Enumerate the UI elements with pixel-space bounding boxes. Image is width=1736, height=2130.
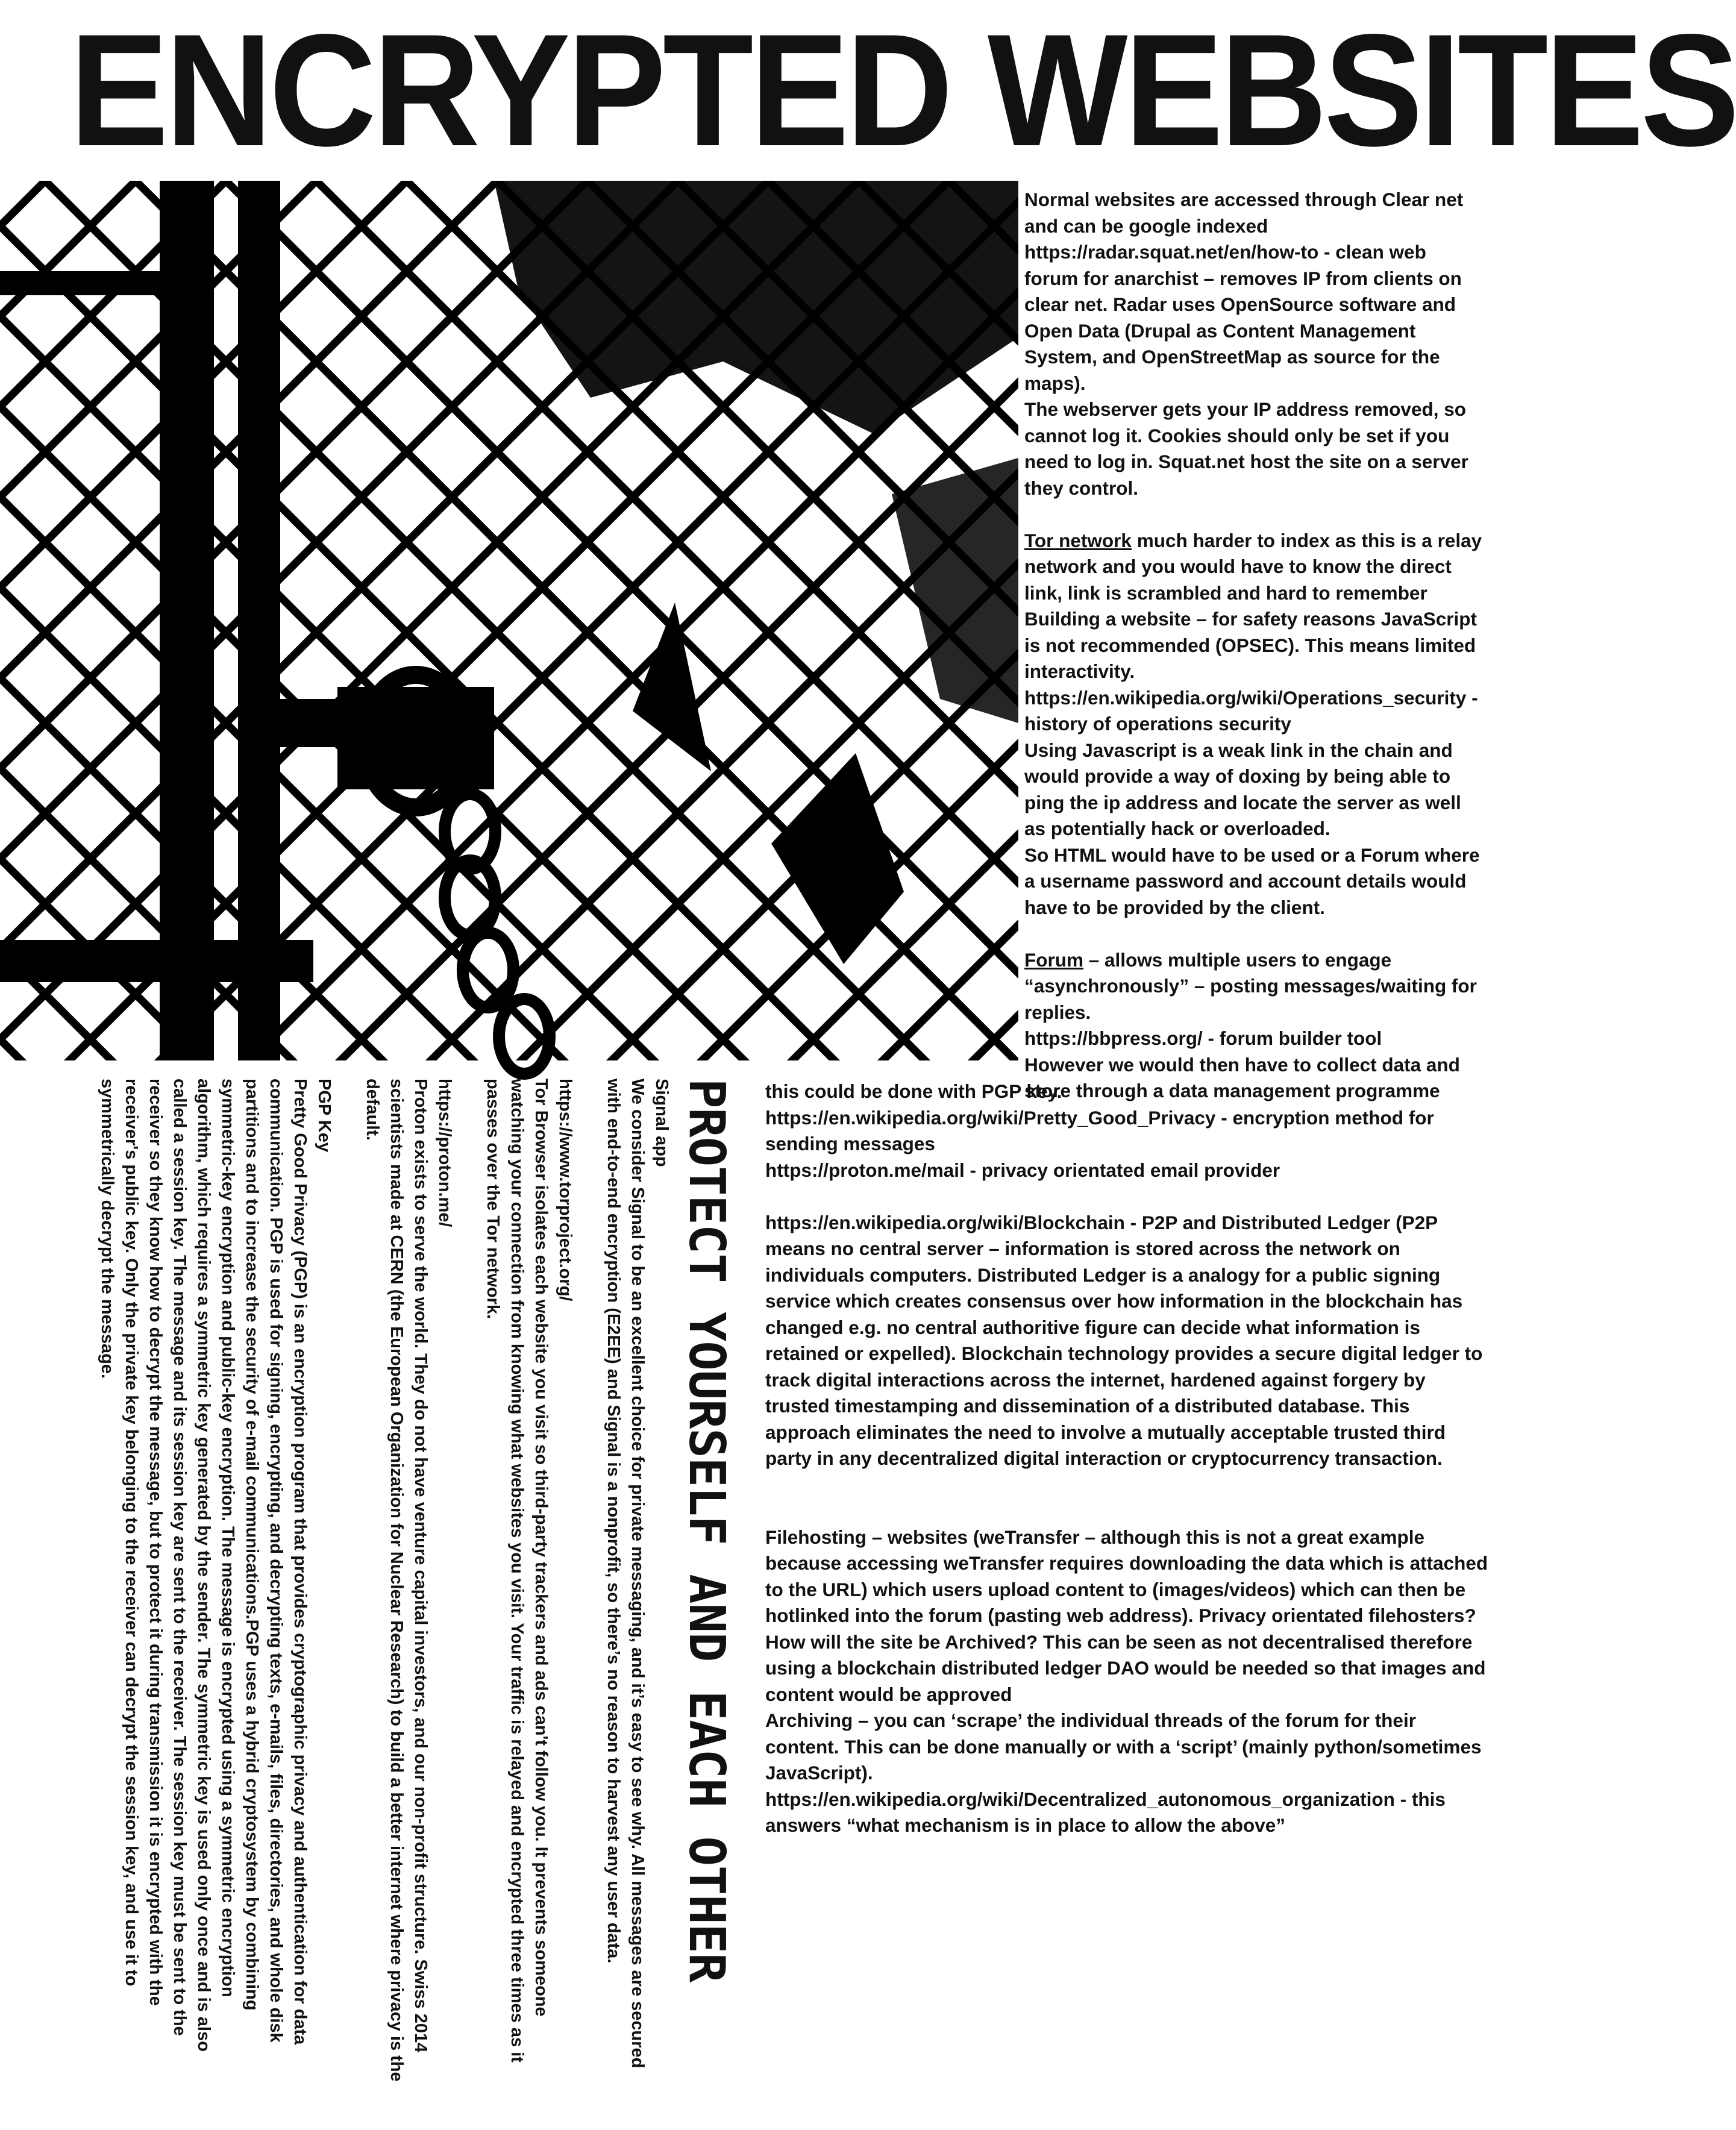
dao-link: https://en.wikipedia.org/wiki/Decentralized_autonomous_organization - this answers “what mechanism is in place to allow the above” xyxy=(765,1788,1446,1836)
rotated-text-area xyxy=(0,1060,759,2130)
bottom-text-column xyxy=(765,1079,1488,1839)
right-text-column xyxy=(1024,187,1482,1104)
signal-paragraph: We consider Signal to be an excellent choice for private messaging, and it’s easy to see why. All messages are secured with end-to-end encryption (E2EE) and Signal is a nonprofit, so there’s no reason to harvest any user data. xyxy=(604,1079,647,2069)
filehosting-paragraph: Filehosting – websites (weTransfer – although this is not a great example because accessing weTransfer requires downloading the data which is attached to the URL) which users upload content to (images/videos) which can then be hotlinked into the forum (pasting web address). Privacy orientated filehosters? How will the site be Archived? This can be seen as not decentralised therefore using a blockchain distributed ledger DAO would be needed so that images and content would be approved xyxy=(765,1526,1488,1705)
webserver-paragraph: The webserver gets your IP address removed, so cannot log it. Cookies should only be set if you need to log in. Squat.net host the site on a server they control. xyxy=(1024,398,1468,499)
archiving-paragraph: Archiving – you can ‘scrape’ the individual threads of the forum for their content. This can be done manually or with a ‘script’ (mainly python/sometimes JavaScript). xyxy=(765,1709,1482,1784)
forum-heading: Forum xyxy=(1024,948,1083,971)
chain-link-fence-photo xyxy=(0,181,1018,1060)
tor-browser-paragraph: Tor Browser isolates each website you visit so third-party trackers and ads can't follow you. It prevents someone watching your connection from knowing what websites you visit. Your traffic is relayed and encrypted three times as it passes over the Tor network. xyxy=(483,1079,551,2063)
pgp-link: https://en.wikipedia.org/wiki/Pretty_Good_Privacy - encryption method for sending messages xyxy=(765,1106,1434,1154)
tor-heading: Tor network xyxy=(1024,529,1132,551)
proton-paragraph: Proton exists to serve the world. They do not have venture capital investors, and our non-profit structure. Swiss 2014 scientists made at CERN (the European Organization for Nuclear Research) to build a better internet where privacy is the default. xyxy=(363,1079,430,2082)
radar-paragraph: https://radar.squat.net/en/how-to - clean web forum for anarchist – removes IP from clients on clear net. Radar uses OpenSource software and Open Data (Drupal as Content Management System, and OpenStreetMap as source for the maps). xyxy=(1024,241,1462,394)
pgp-continue: this could be done with PGP key. xyxy=(765,1080,1062,1102)
protect-heading: PROTECT YOURSELF AND EACH OTHER xyxy=(678,1079,735,1982)
data-management-paragraph: However we would then have to collect data and store through a data management programme xyxy=(1024,1053,1460,1101)
proton-url: https://proton.me/ xyxy=(435,1079,454,1227)
javascript-paragraph: Using Javascript is a weak link in the chain and would provide a way of doxing by being able to ping the ip address and locate the server as well as potentially hack or overloaded. xyxy=(1024,739,1461,839)
tor-url: https://www.torproject.org/ xyxy=(556,1079,575,1301)
pgp-paragraph: Pretty Good Privacy (PGP) is an encryption program that provides cryptographic privacy and authentication for data communication. PGP is used for signing, encrypting, and decrypting texts, e-mails, files, directories, and whole disk partitions and to increase the security of e-mail communications.PGP uses a hybrid cryptosystem by combining symmetric-key encryption and public-key encryption. The message is encrypted using a symmetric encryption algorithm, which requires a symmetric key generated by the sender. The symmetric key is used only once and is also called a session key. The message and its session key are sent to the receiver. The session key must be sent to the receiver so they know how to decrypt the message, but to protect it during transmission it is encrypted with the receiver's public key. Only the private key belonging to the receiver can decrypt the session key, and use it to symmetrically decrypt the message. xyxy=(98,1079,310,2052)
html-paragraph: So HTML would have to be used or a Forum where a username password and account details would have to be provided by the client. xyxy=(1024,844,1480,918)
signal-heading: Signal app xyxy=(652,1079,671,1167)
blockchain-paragraph: https://en.wikipedia.org/wiki/Blockchain - P2P and Distributed Ledger (P2P means no central server – information is stored across the network on individuals computers. Distributed Ledger is a analogy for a public signing service which creates consensus over how information in the blockchain has changed e.g. no central authoritive figure can decide what information is retained or expelled). Blockchain technology provides a secure digital ledger to track digital interactions across the internet, hardened against forgery by trusted timestamping and dissemination of a distributed database. This approach eliminates the need to involve a mutually acceptable trusted third party in any decentralized digital interaction or cryptocurrency transaction. xyxy=(765,1211,1483,1469)
rotated-text-block xyxy=(0,1060,759,2103)
building-paragraph: Building a website – for safety reasons JavaScript is not recommended (OPSEC). This means limited interactivity. xyxy=(1024,608,1477,682)
forum-paragraph: Forum – allows multiple users to engage “asynchronously” – posting messages/waiting for replies. xyxy=(1024,948,1477,1023)
pgp-heading: PGP Key xyxy=(315,1079,334,1152)
page-title: ENCRYPTED WEBSITES xyxy=(69,1,1736,180)
tor-paragraph: Tor network much harder to index as this is a relay network and you would have to know the direct link, link is scrambled and hard to remember xyxy=(1024,529,1482,604)
proton-mail-link: https://proton.me/mail - privacy orientated email provider xyxy=(765,1159,1280,1181)
clearnet-paragraph: Normal websites are accessed through Clear net and can be google indexed xyxy=(1024,189,1464,237)
bbpress-link: https://bbpress.org/ - forum builder tool xyxy=(1024,1027,1382,1049)
opsec-link: https://en.wikipedia.org/wiki/Operations_security - history of operations security xyxy=(1024,686,1478,735)
